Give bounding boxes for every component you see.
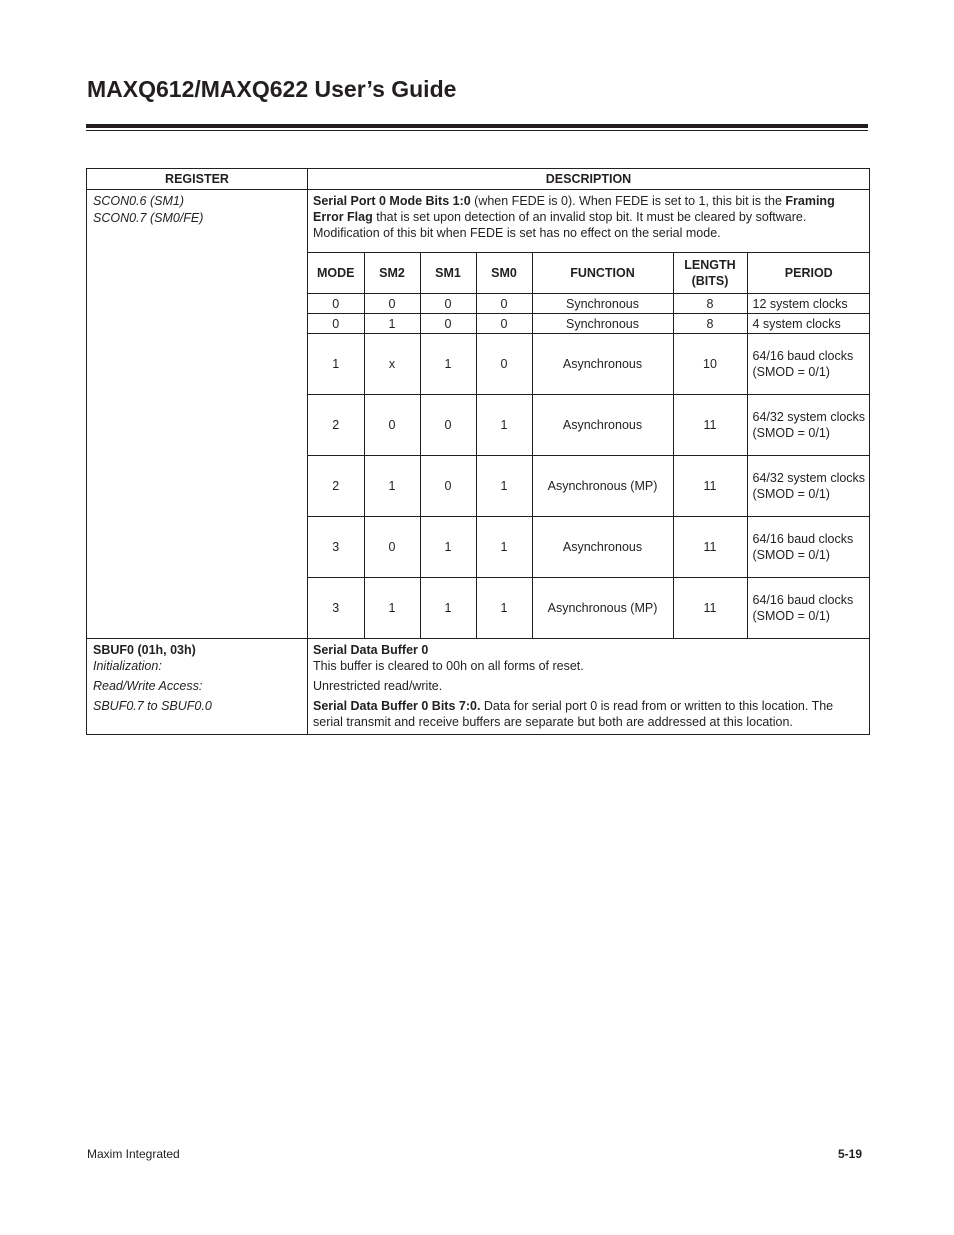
mode-cell: 8	[673, 314, 747, 334]
mode-cell: 0	[476, 314, 532, 334]
mode-cell: 1	[364, 314, 420, 334]
sbuf-register-name: SBUF0 (01h, 03h)	[93, 643, 196, 657]
page-title: MAXQ612/MAXQ622 User’s Guide	[87, 76, 457, 102]
mode-cell: 64/16 baud clocks (SMOD = 0/1)	[747, 334, 870, 395]
sbuf-description-cell	[308, 639, 870, 735]
mode-cell: 0	[364, 395, 420, 456]
framing-error-title: Framing Error Flag	[313, 194, 835, 224]
title-rule-thin	[86, 130, 868, 131]
mode-col-header: SM1	[420, 253, 476, 294]
mode-col-header: SM0	[476, 253, 532, 294]
mode-cell: 11	[673, 395, 747, 456]
mode-bits-title: Serial Port 0 Mode Bits 1:0	[313, 194, 471, 208]
mode-cell: 1	[420, 517, 476, 578]
title-rule-thick	[86, 124, 868, 128]
mode-cell: Synchronous	[532, 314, 673, 334]
mode-cell: 64/32 system clocks (SMOD = 0/1)	[747, 395, 870, 456]
sbuf-desc-title: Serial Data Buffer 0	[313, 643, 429, 657]
mode-col-header: MODE	[308, 253, 364, 294]
scon-sm0-label: SCON0.7 (SM0/FE)	[93, 211, 204, 225]
mode-cell: 3	[308, 578, 364, 639]
mode-table-header	[308, 253, 870, 294]
mode-cell: 64/16 baud clocks (SMOD = 0/1)	[747, 517, 870, 578]
mode-cell: 1	[476, 456, 532, 517]
scon-register-cell	[87, 190, 308, 639]
mode-cell: Asynchronous (MP)	[532, 456, 673, 517]
mode-cell: Asynchronous	[532, 334, 673, 395]
mode-cell: Asynchronous (MP)	[532, 578, 673, 639]
register-table	[86, 168, 870, 735]
footer-page-number: 5-19	[838, 1147, 863, 1161]
sbuf-init-text: This buffer is cleared to 00h on all forms of reset.	[313, 659, 584, 673]
mode-cell: x	[364, 334, 420, 395]
mode-row	[308, 578, 870, 639]
sbuf-bits-text: Data for serial port 0 is read from or written to this location. The serial transmit and receive buffers are separate but both are addressed at this location.	[313, 699, 834, 729]
mode-cell: Asynchronous	[532, 395, 673, 456]
sbuf-bits-description	[313, 698, 863, 730]
mode-cell: 0	[420, 395, 476, 456]
mode-col-header: FUNCTION	[532, 253, 673, 294]
scon-description-cell	[308, 190, 870, 639]
mode-cell: 0	[364, 294, 420, 314]
sbuf-bits-title: Serial Data Buffer 0 Bits 7:0.	[313, 699, 481, 713]
mode-cell: 0	[364, 517, 420, 578]
mode-cell: 11	[673, 517, 747, 578]
sbuf-bits-label: SBUF0.7 to SBUF0.0	[93, 699, 212, 713]
sbuf-row	[87, 639, 870, 735]
mode-cell: 0	[420, 294, 476, 314]
serial-mode-table	[308, 252, 870, 638]
mode-cell: 1	[420, 578, 476, 639]
mode-cell: 11	[673, 578, 747, 639]
mode-col-header: PERIOD	[747, 253, 870, 294]
mode-cell: 12 system clocks	[747, 294, 870, 314]
mode-cell: 2	[308, 456, 364, 517]
register-column-header: REGISTER	[87, 169, 308, 190]
mode-cell: Asynchronous	[532, 517, 673, 578]
mode-row	[308, 314, 870, 334]
mode-cell: 2	[308, 395, 364, 456]
mode-row	[308, 517, 870, 578]
mode-cell: 0	[476, 294, 532, 314]
mode-row	[308, 294, 870, 314]
scon-row	[87, 190, 870, 639]
sbuf-init-label: Initialization:	[93, 659, 162, 673]
mode-cell: Synchronous	[532, 294, 673, 314]
scon-description-text	[308, 190, 869, 252]
mode-bits-text: (when FEDE is 0). When FEDE is set to 1, this bit is the	[470, 194, 786, 208]
mode-cell: 1	[476, 578, 532, 639]
mode-cell: 0	[308, 294, 364, 314]
mode-cell: 8	[673, 294, 747, 314]
mode-cell: 1	[476, 517, 532, 578]
mode-cell: 1	[308, 334, 364, 395]
sbuf-access-text: Unrestricted read/write.	[313, 679, 443, 693]
scon-sm1-label: SCON0.6 (SM1)	[93, 194, 184, 208]
mode-cell: 3	[308, 517, 364, 578]
mode-cell: 1	[420, 334, 476, 395]
mode-cell: 1	[364, 578, 420, 639]
mode-col-header: LENGTH (BITS)	[673, 253, 747, 294]
mode-col-header: SM2	[364, 253, 420, 294]
mode-cell: 4 system clocks	[747, 314, 870, 334]
mode-cell: 0	[476, 334, 532, 395]
mode-row	[308, 334, 870, 395]
mode-row	[308, 456, 870, 517]
mode-cell: 0	[308, 314, 364, 334]
footer-company: Maxim Integrated	[87, 1147, 180, 1161]
register-table-header	[87, 169, 870, 190]
mode-cell: 10	[673, 334, 747, 395]
description-column-header: DESCRIPTION	[308, 169, 870, 190]
mode-cell: 64/32 system clocks (SMOD = 0/1)	[747, 456, 870, 517]
framing-error-text: that is set upon detection of an invalid stop bit. It must be cleared by software. Modification of this bit when FEDE is set has no effect on the serial mode.	[313, 210, 807, 240]
mode-cell: 0	[420, 456, 476, 517]
mode-cell: 1	[476, 395, 532, 456]
mode-cell: 11	[673, 456, 747, 517]
mode-cell: 1	[364, 456, 420, 517]
mode-cell: 64/16 baud clocks (SMOD = 0/1)	[747, 578, 870, 639]
mode-cell: 0	[420, 314, 476, 334]
sbuf-access-label: Read/Write Access:	[93, 679, 203, 693]
mode-row	[308, 395, 870, 456]
sbuf-register-cell	[87, 639, 308, 735]
